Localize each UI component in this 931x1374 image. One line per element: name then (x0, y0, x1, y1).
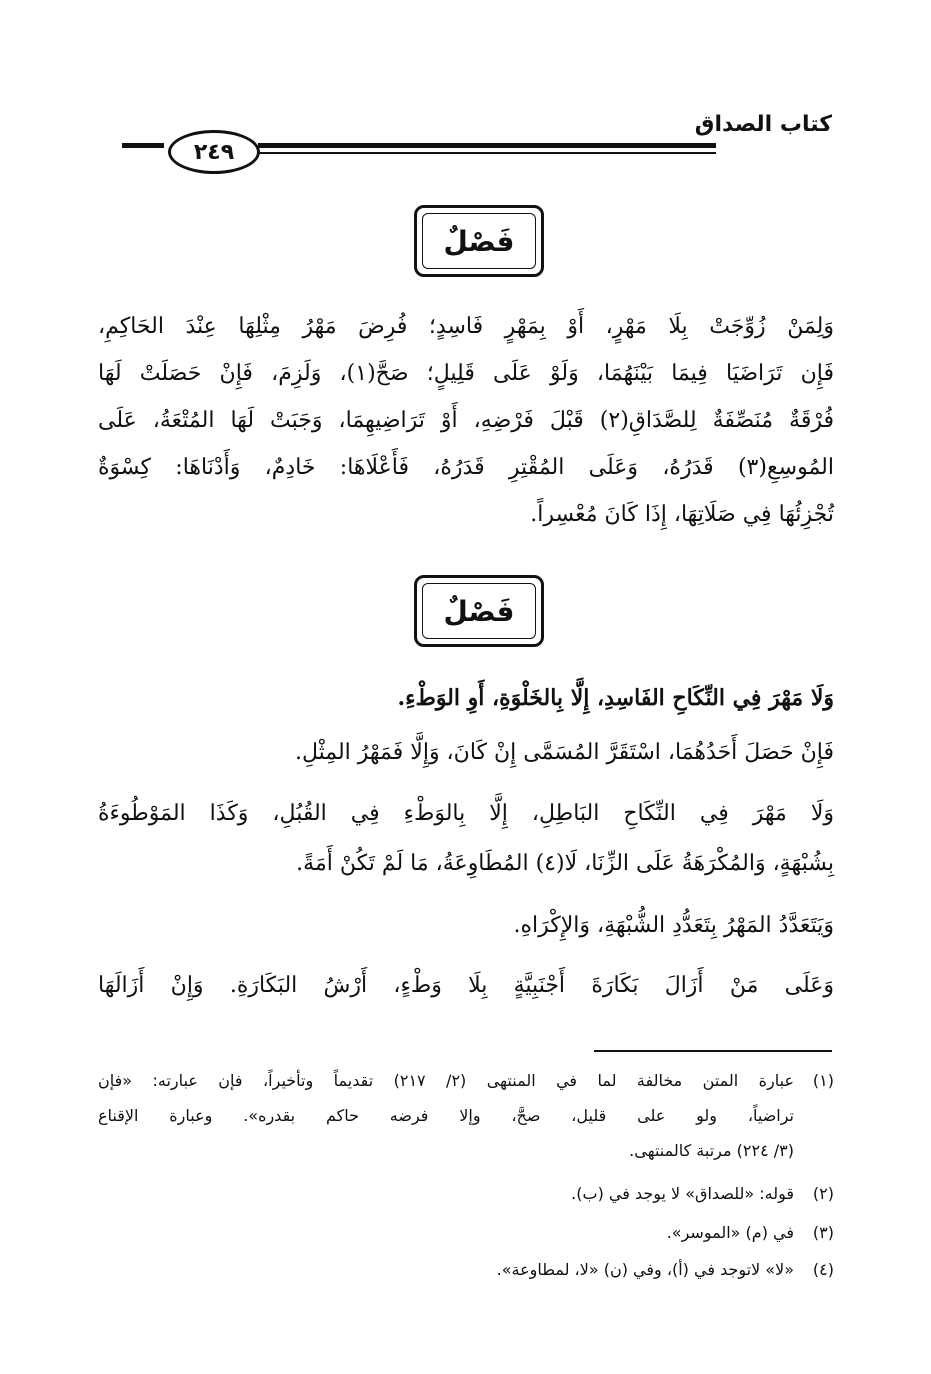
footnote-text: عبارة المتن مخالفة لما في المنتهى (٢/ ٢١٧) تقديماً وتأخيراً، فإن عبارته: «فإن (98, 1071, 795, 1090)
book-title: كتاب الصداق (694, 112, 832, 137)
text-line: فُرْقَةٌ مُنَصِّفَةٌ لِلصَّدَاقِ(٢) قَبْلَ فَرْضِهِ، أَوْ تَرَاضِيهِمَا، وَجَبَتْ لَهَا المُتْعَةُ، عَلَى (98, 408, 835, 433)
text-line: فَإِنْ حَصَلَ أَحَدُهُمَا، اسْتَقَرَّ المُسَمَّى إِنْ كَانَ، وَإِلَّا فَمَهْرُ المِثْلِ. (294, 740, 834, 765)
text-line: بِشُبْهَةٍ، وَالمُكْرَهَةُ عَلَى الزِّنَا، لَا(٤) المُطَاوِعَةُ، مَا لَمْ تَكُنْ أَمَةً. (296, 851, 834, 876)
section-heading: فَصْلٌ (422, 583, 536, 639)
text-line: فَإِن تَرَاضَيَا فِيمَا بَيْنَهُمَا، وَلَوْ عَلَى قَلِيلٍ؛ صَحَّ(١)، وَلَزِمَ، فَإِنْ حَصَلَتْ لَهَا (98, 361, 834, 386)
page-number: ٢٤٩ (168, 130, 260, 174)
text-line: وَلَا مَهْرَ فِي النِّكَاحِ البَاطِلِ، إِلَّا بِالوَطْءِ فِي القُبُلِ، وَكَذَا المَوْطُوءَةُ (98, 801, 834, 826)
footnote-number: (١) (812, 1071, 835, 1090)
footnote-1-line-3: (٣/ ٢٢٤) مرتبة كالمنتهى. (629, 1141, 794, 1160)
text-line: المُوسِعِ(٣) قَدَرُهُ، وَعَلَى المُقْتِرِ قَدَرُهُ، فَأَعْلَاهَا: خَادِمٌ، وَأَدْنَاهَا: كِسْوَةٌ (98, 455, 834, 480)
footnote-separator (594, 1050, 832, 1052)
header-rule-thin (258, 152, 716, 154)
footnote-3 (98, 1220, 834, 1246)
header-rule-thick (258, 143, 716, 148)
text-line: وَيَتَعَدَّدُ المَهْرُ بِتَعَدُّدِ الشُّبْهَةِ، وَالإِكْرَاهِ. (513, 913, 834, 938)
text-line: وَلَا مَهْرَ فِي النِّكَاحِ الفَاسِدِ، إِلَّا بِالخَلْوَةِ، أَوِ الوَطْءِ. (397, 685, 834, 711)
footnote-2 (98, 1181, 834, 1207)
header-rule-left (122, 143, 164, 148)
footnote-text: «لا» لاتوجد في (أ)، وفي (ن) «لا، لمطاوعة». (496, 1260, 794, 1279)
footnote-text: في (م) «الموسر». (666, 1223, 794, 1242)
section-heading: فَصْلٌ (422, 213, 536, 269)
section-heading-box (414, 575, 544, 647)
section-heading-box (414, 205, 544, 277)
text-line: وَعَلَى مَنْ أَزَالَ بَكَارَةَ أَجْنَبِيَّةٍ بِلَا وَطْءٍ، أَرْشُ البَكَارَةِ. وَإِنْ أَزَالَهَا (98, 973, 834, 998)
footnote-1 (98, 1068, 834, 1094)
text-line: تُجْزِئُهَا فِي صَلَاتِهَا، إِذَا كَانَ مُعْسِراً. (530, 502, 834, 527)
footnote-number: (٣) (812, 1223, 834, 1242)
footnote-text: قوله: «للصداق» لا يوجد في (ب). (571, 1184, 794, 1203)
footnote-number: (٤) (812, 1260, 834, 1279)
footnote-4 (98, 1257, 834, 1283)
running-header (120, 96, 832, 168)
footnote-number: (٢) (812, 1184, 834, 1203)
footnote-1-line-2: تراضياً، ولو على قليل، صحَّ، وإلا فرضه حاكم بقدره». وعبارة الإقناع (98, 1106, 794, 1125)
text-line: وَلِمَنْ زُوِّجَتْ بِلَا مَهْرٍ، أَوْ بِمَهْرٍ فَاسِدٍ؛ فُرِضَ مَهْرُ مِثْلِهَا عِنْدَ الحَاكِمِ، (98, 314, 834, 339)
